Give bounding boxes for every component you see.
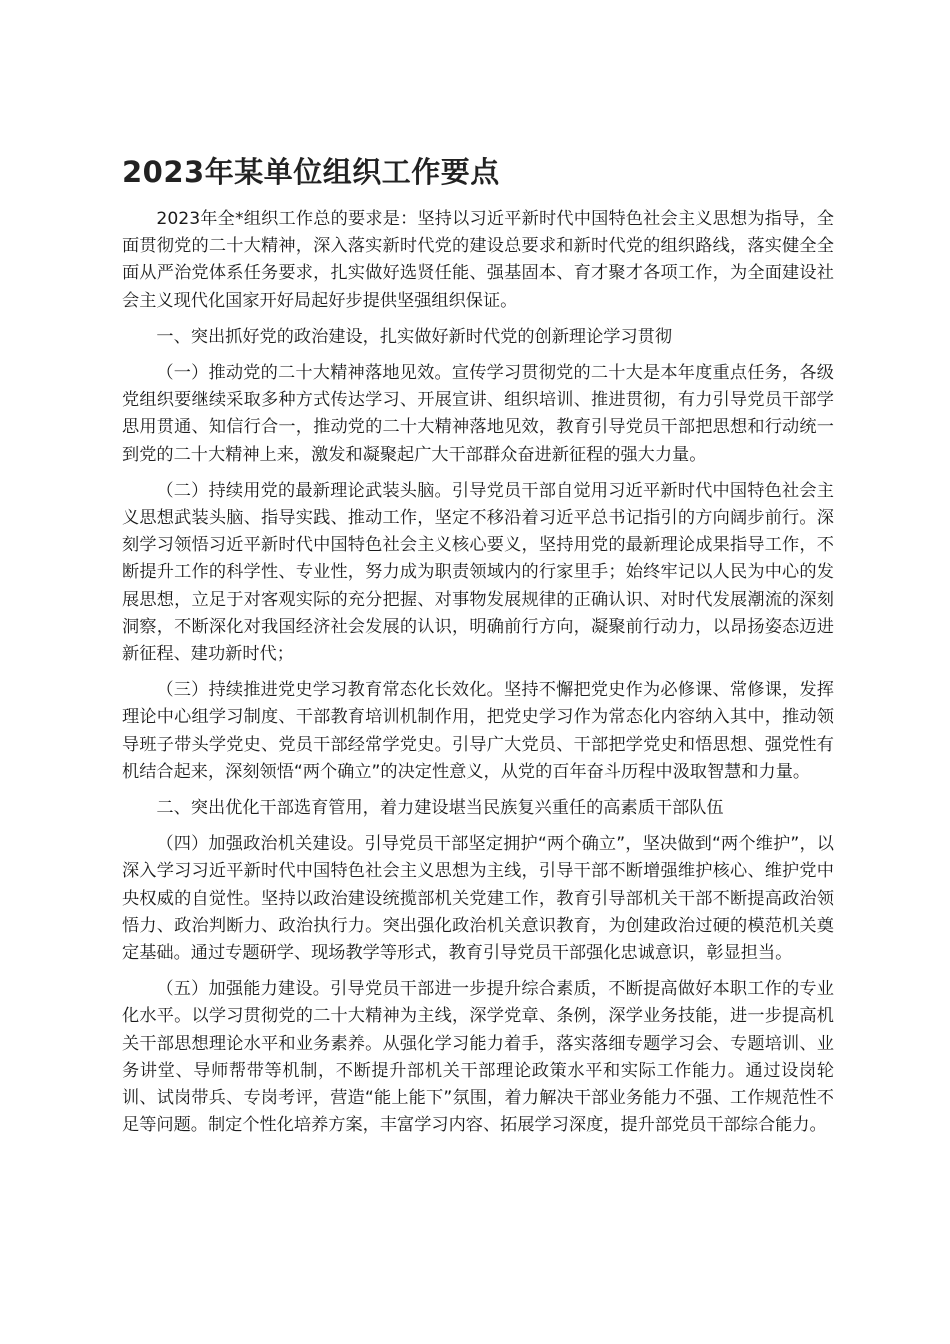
item-4-paragraph: （四）加强政治机关建设。引导党员干部坚定拥护“两个确立”，坚决做到“两个维护”，以深入学习习近平新时代中国特色社会主义思想为主线，引导干部不断增强维护核心、维护党中央权威的自觉性。坚持以政治建设统揽部机关党建工作，教育引导部机关干部不断提高政治领悟力、政治判断力、政治执行力。突出强化政治机关意识教育，为创建政治过硬的模范机关奠定基础。通过专题研学、现场教学等形式，教育引导党员干部强化忠诚意识，彰显担当。 bbox=[122, 834, 834, 964]
document-page bbox=[122, 150, 834, 1149]
section-2-heading: 二、突出优化干部选育管用，着力建设堪当民族复兴重任的高素质干部队伍 bbox=[156, 798, 724, 819]
document-title: 2023年某单位组织工作要点 bbox=[122, 155, 500, 189]
item-5-paragraph: （五）加强能力建设。引导党员干部进一步提升综合素质，不断提高做好本职工作的专业化水平。以学习贯彻党的二十大精神为主线，深学党章、条例，深学业务技能，进一步提高机关干部思想理论水平和业务素养。从强化学习能力着手，落实落细专题学习会、专题培训、业务讲堂、导师帮带等机制，不断提升部机关干部理论政策水平和实际工作能力。通过设岗轮训、试岗带兵、专岗考评，营造“能上能下”氛围，着力解决干部业务能力不强、工作规范性不足等问题。制定个性化培养方案，丰富学习内容、拓展学习深度，提升部党员干部综合能力。 bbox=[122, 979, 834, 1136]
item-1-paragraph: （一）推动党的二十大精神落地见效。宣传学习贯彻党的二十大是本年度重点任务，各级党组织要继续采取多种方式传达学习、开展宣讲、组织培训、推进贯彻，有力引导党员干部学思用贯通、知信行合一，推动党的二十大精神落地见效，教育引导党员干部把思想和行动统一到党的二十大精神上来，激发和凝聚起广大干部群众奋进新征程的强大力量。 bbox=[122, 363, 834, 465]
section-1-heading: 一、突出抓好党的政治建设，扎实做好新时代党的创新理论学习贯彻 bbox=[156, 326, 673, 347]
item-2-paragraph: （二）持续用党的最新理论武装头脑。引导党员干部自觉用习近平新时代中国特色社会主义思想武装头脑、指导实践、推动工作，坚定不移沿着习近平总书记指引的方向阔步前行。深刻学习领悟习近平新时代中国特色社会主义核心要义，坚持用党的最新理论成果指导工作，不断提升工作的科学性、专业性，努力成为职责领域内的行家里手；始终牢记以人民为中心的发展思想，立足于对客观实际的充分把握、对事物发展规律的正确认识、对时代发展潮流的深刻洞察，不断深化对我国经济社会发展的认识，明确前行方向，凝聚前行动力，以昂扬姿态迈进新征程、建功新时代； bbox=[122, 480, 834, 665]
intro-paragraph: 2023年全*组织工作总的要求是：坚持以习近平新时代中国特色社会主义思想为指导，全面贯彻党的二十大精神，深入落实新时代党的建设总要求和新时代党的组织路线，落实健全全面从严治党体系任务要求，扎实做好选贤任能、强基固本、育才聚才各项工作，为全面建设社会主义现代化国家开好局起好步提供坚强组织保证。 bbox=[122, 209, 834, 311]
item-3-paragraph: （三）持续推进党史学习教育常态化长效化。坚持不懈把党史作为必修课、常修课，发挥理论中心组学习制度、干部教育培训机制作用，把党史学习作为常态化内容纳入其中，推动领导班子带头学党史、党员干部经常学党史。引导广大党员、干部把学党史和悟思想、强党性有机结合起来，深刻领悟“两个确立”的决定性意义，从党的百年奋斗历程中汲取智慧和力量。 bbox=[122, 680, 834, 782]
